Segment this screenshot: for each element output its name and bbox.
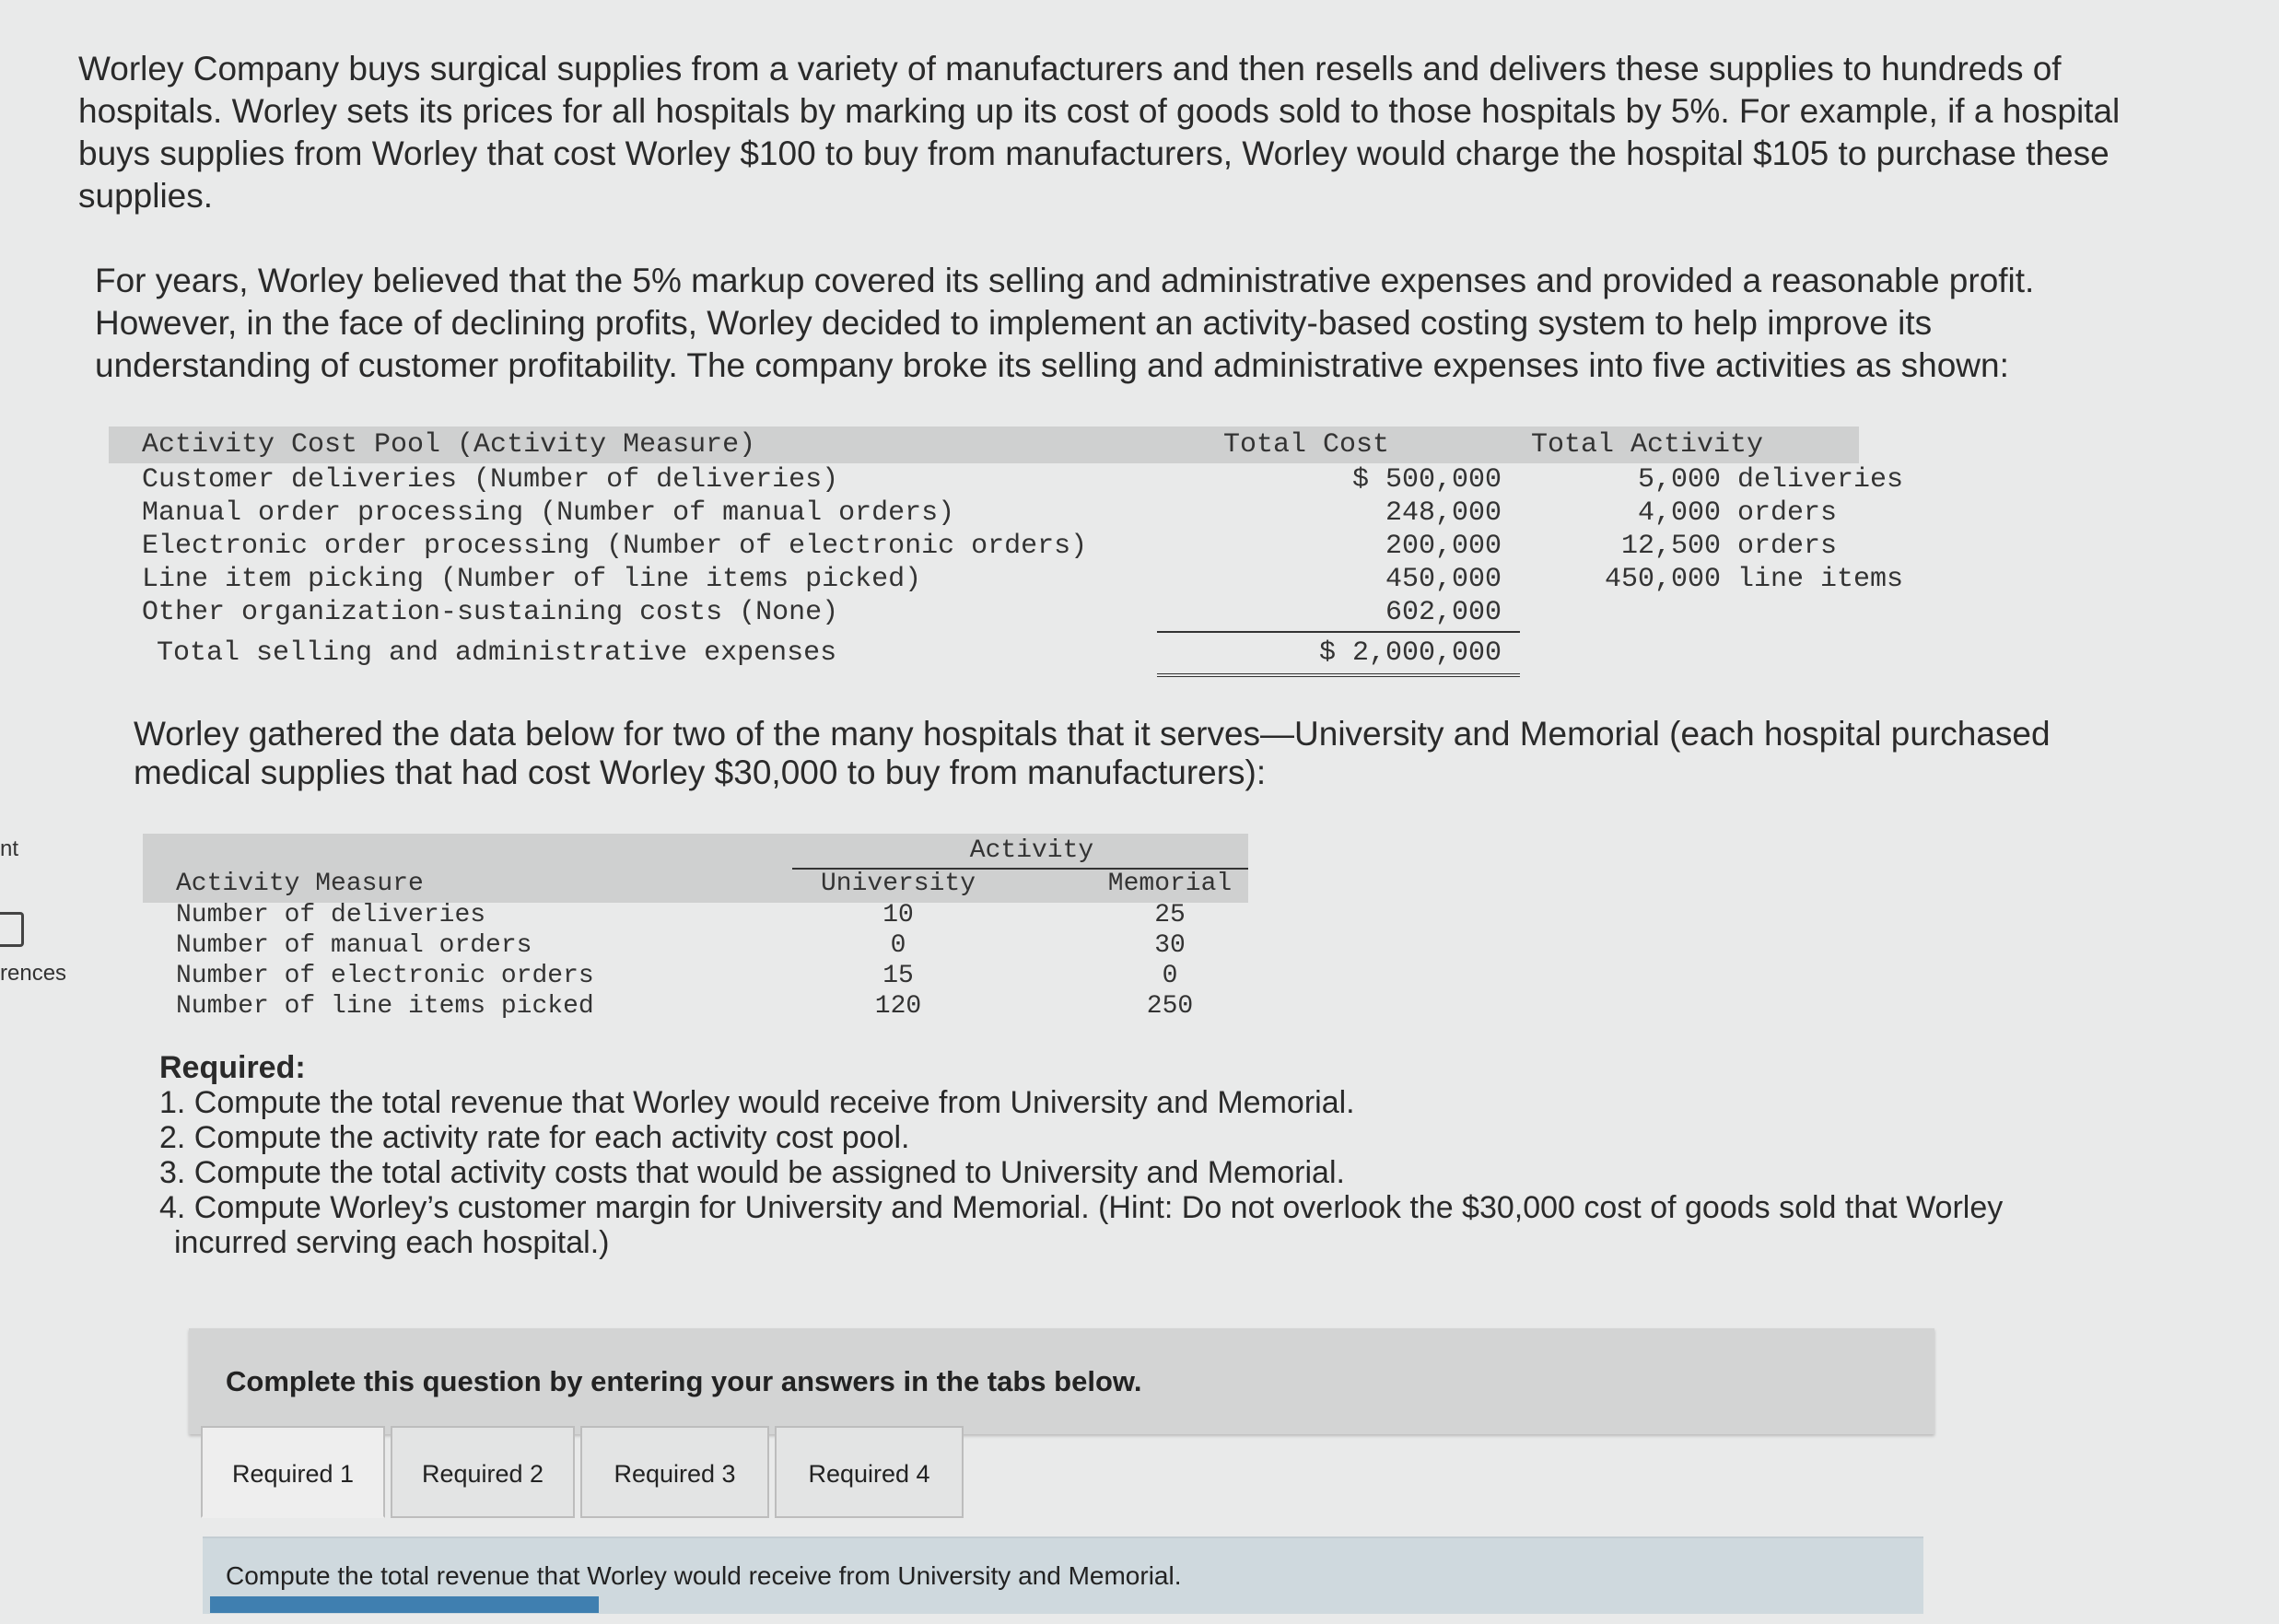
memorial-value: 30 [1154,931,1186,960]
required-item: incurred serving each hospital.) [174,1225,610,1260]
header-activity-group: Activity [969,836,1094,865]
pool-cost: 200,000 [1385,531,1502,562]
intro-paragraph-2 [95,260,2214,387]
pool-cost: 248,000 [1385,497,1502,529]
header-activity-measure: Activity Measure [176,870,424,898]
university-value: 10 [882,901,914,929]
header-total-activity: Total Activity [1530,429,1764,461]
subtotal-rule [1157,631,1520,633]
memorial-value: 0 [1162,962,1178,990]
pool-unit: line items [1737,564,1904,595]
pool-qty: 4,000 [1637,497,1721,529]
header-activity-cost-pool: Activity Cost Pool (Activity Measure) [142,429,756,461]
intro-paragraph-1 [78,48,2252,217]
activity-measure: Number of electronic orders [176,962,594,990]
intro-line: However, in the face of declining profits, Worley decided to implement an activity-based costing system to help improve its [95,304,1933,342]
pool-qty: 450,000 [1604,564,1721,595]
tab-required-4[interactable]: Required 4 [775,1426,964,1518]
activity-measure: Number of manual orders [176,931,532,960]
pool-qty: 5,000 [1637,464,1721,496]
intro-line: Worley gathered the data below for two of the many hospitals that it serves—University and Memorial (each hospital purchased [134,715,2051,753]
instructions-text: Complete this question by entering your answers in the tabs below. [226,1365,1142,1397]
university-value: 120 [874,992,922,1021]
pool-name: Other organization-sustaining costs (None) [142,597,839,628]
memorial-value: 250 [1146,992,1194,1021]
required-item: 3. Compute the total activity costs that would be assigned to University and Memorial. [159,1155,1345,1190]
intro-line: Worley Company buys surgical supplies from a variety of manufacturers and then resells and delivers these supplies to hundreds of [78,50,2062,88]
memorial-value: 25 [1154,901,1186,929]
required-title: Required: [159,1050,306,1085]
pool-name: Line item picking (Number of line items picked) [142,564,922,595]
pool-cost: 602,000 [1385,597,1502,628]
intro-line: understanding of customer profitability. The company broke its selling and administrative expenses into five activities as shown: [95,346,2009,384]
required-item: 2. Compute the activity rate for each activity cost pool. [159,1120,910,1155]
header-total-cost: Total Cost [1222,429,1390,461]
header-university: University [820,870,976,898]
required-item: 4. Compute Worley’s customer margin for University and Memorial. (Hint: Do not overlook the $30,000 cost of goods sold that Worley [159,1190,2004,1225]
answer-table-header-bar [210,1596,599,1613]
sidebar-icon-book[interactable] [0,912,24,947]
university-value: 15 [882,962,914,990]
instructions-banner [189,1328,1934,1434]
total-label: Total selling and administrative expenses [157,637,837,669]
table-header-row [109,428,1859,461]
intro-line: buys supplies from Worley that cost Worley $100 to buy from manufacturers, Worley would charge the hospital $105 to purchase these [78,134,2110,172]
activity-measure: Number of line items picked [176,992,594,1021]
hospital-data-intro [134,715,2252,792]
pool-unit: deliveries [1737,464,1904,496]
required-section [159,1050,2003,1260]
tab-required-1[interactable]: Required 1 [201,1426,385,1518]
pool-cost: 450,000 [1385,564,1502,595]
pool-name: Electronic order processing (Number of electronic orders) [142,531,1088,562]
pool-name: Manual order processing (Number of manual orders) [142,497,955,529]
pool-cost: $ 500,000 [1351,464,1502,496]
tab-required-3[interactable]: Required 3 [580,1426,769,1518]
sidebar-fragment-references[interactable]: rences [0,961,67,986]
intro-line: supplies. [78,177,214,215]
intro-line: medical supplies that had cost Worley $30,000 to buy from manufacturers): [134,754,1267,791]
university-value: 0 [890,931,906,960]
activity-measure: Number of deliveries [176,901,486,929]
table-header-row [143,869,1248,899]
intro-line: For years, Worley believed that the 5% markup covered its selling and administrative expenses and provided a reasonable profit. [95,262,2035,299]
header-memorial: Memorial [1107,870,1233,898]
pool-unit: orders [1737,497,1838,529]
pool-unit: orders [1737,531,1838,562]
pool-name: Customer deliveries (Number of deliveries) [142,464,839,496]
sidebar-fragment-top[interactable]: nt [0,836,19,861]
group-header-row [143,835,1248,866]
intro-line: hospitals. Worley sets its prices for all hospitals by marking up its cost of goods sold to those hospitals by 5%. For example, if a hospital [78,92,2121,130]
tab-prompt-text: Compute the total revenue that Worley would receive from University and Memorial. [226,1561,1182,1590]
tab-required-2[interactable]: Required 2 [391,1426,575,1518]
total-double-rule [1157,673,1520,677]
total-cost: $ 2,000,000 [1318,637,1502,669]
required-item: 1. Compute the total revenue that Worley would receive from University and Memorial. [159,1085,1355,1120]
pool-qty: 12,500 [1620,531,1721,562]
